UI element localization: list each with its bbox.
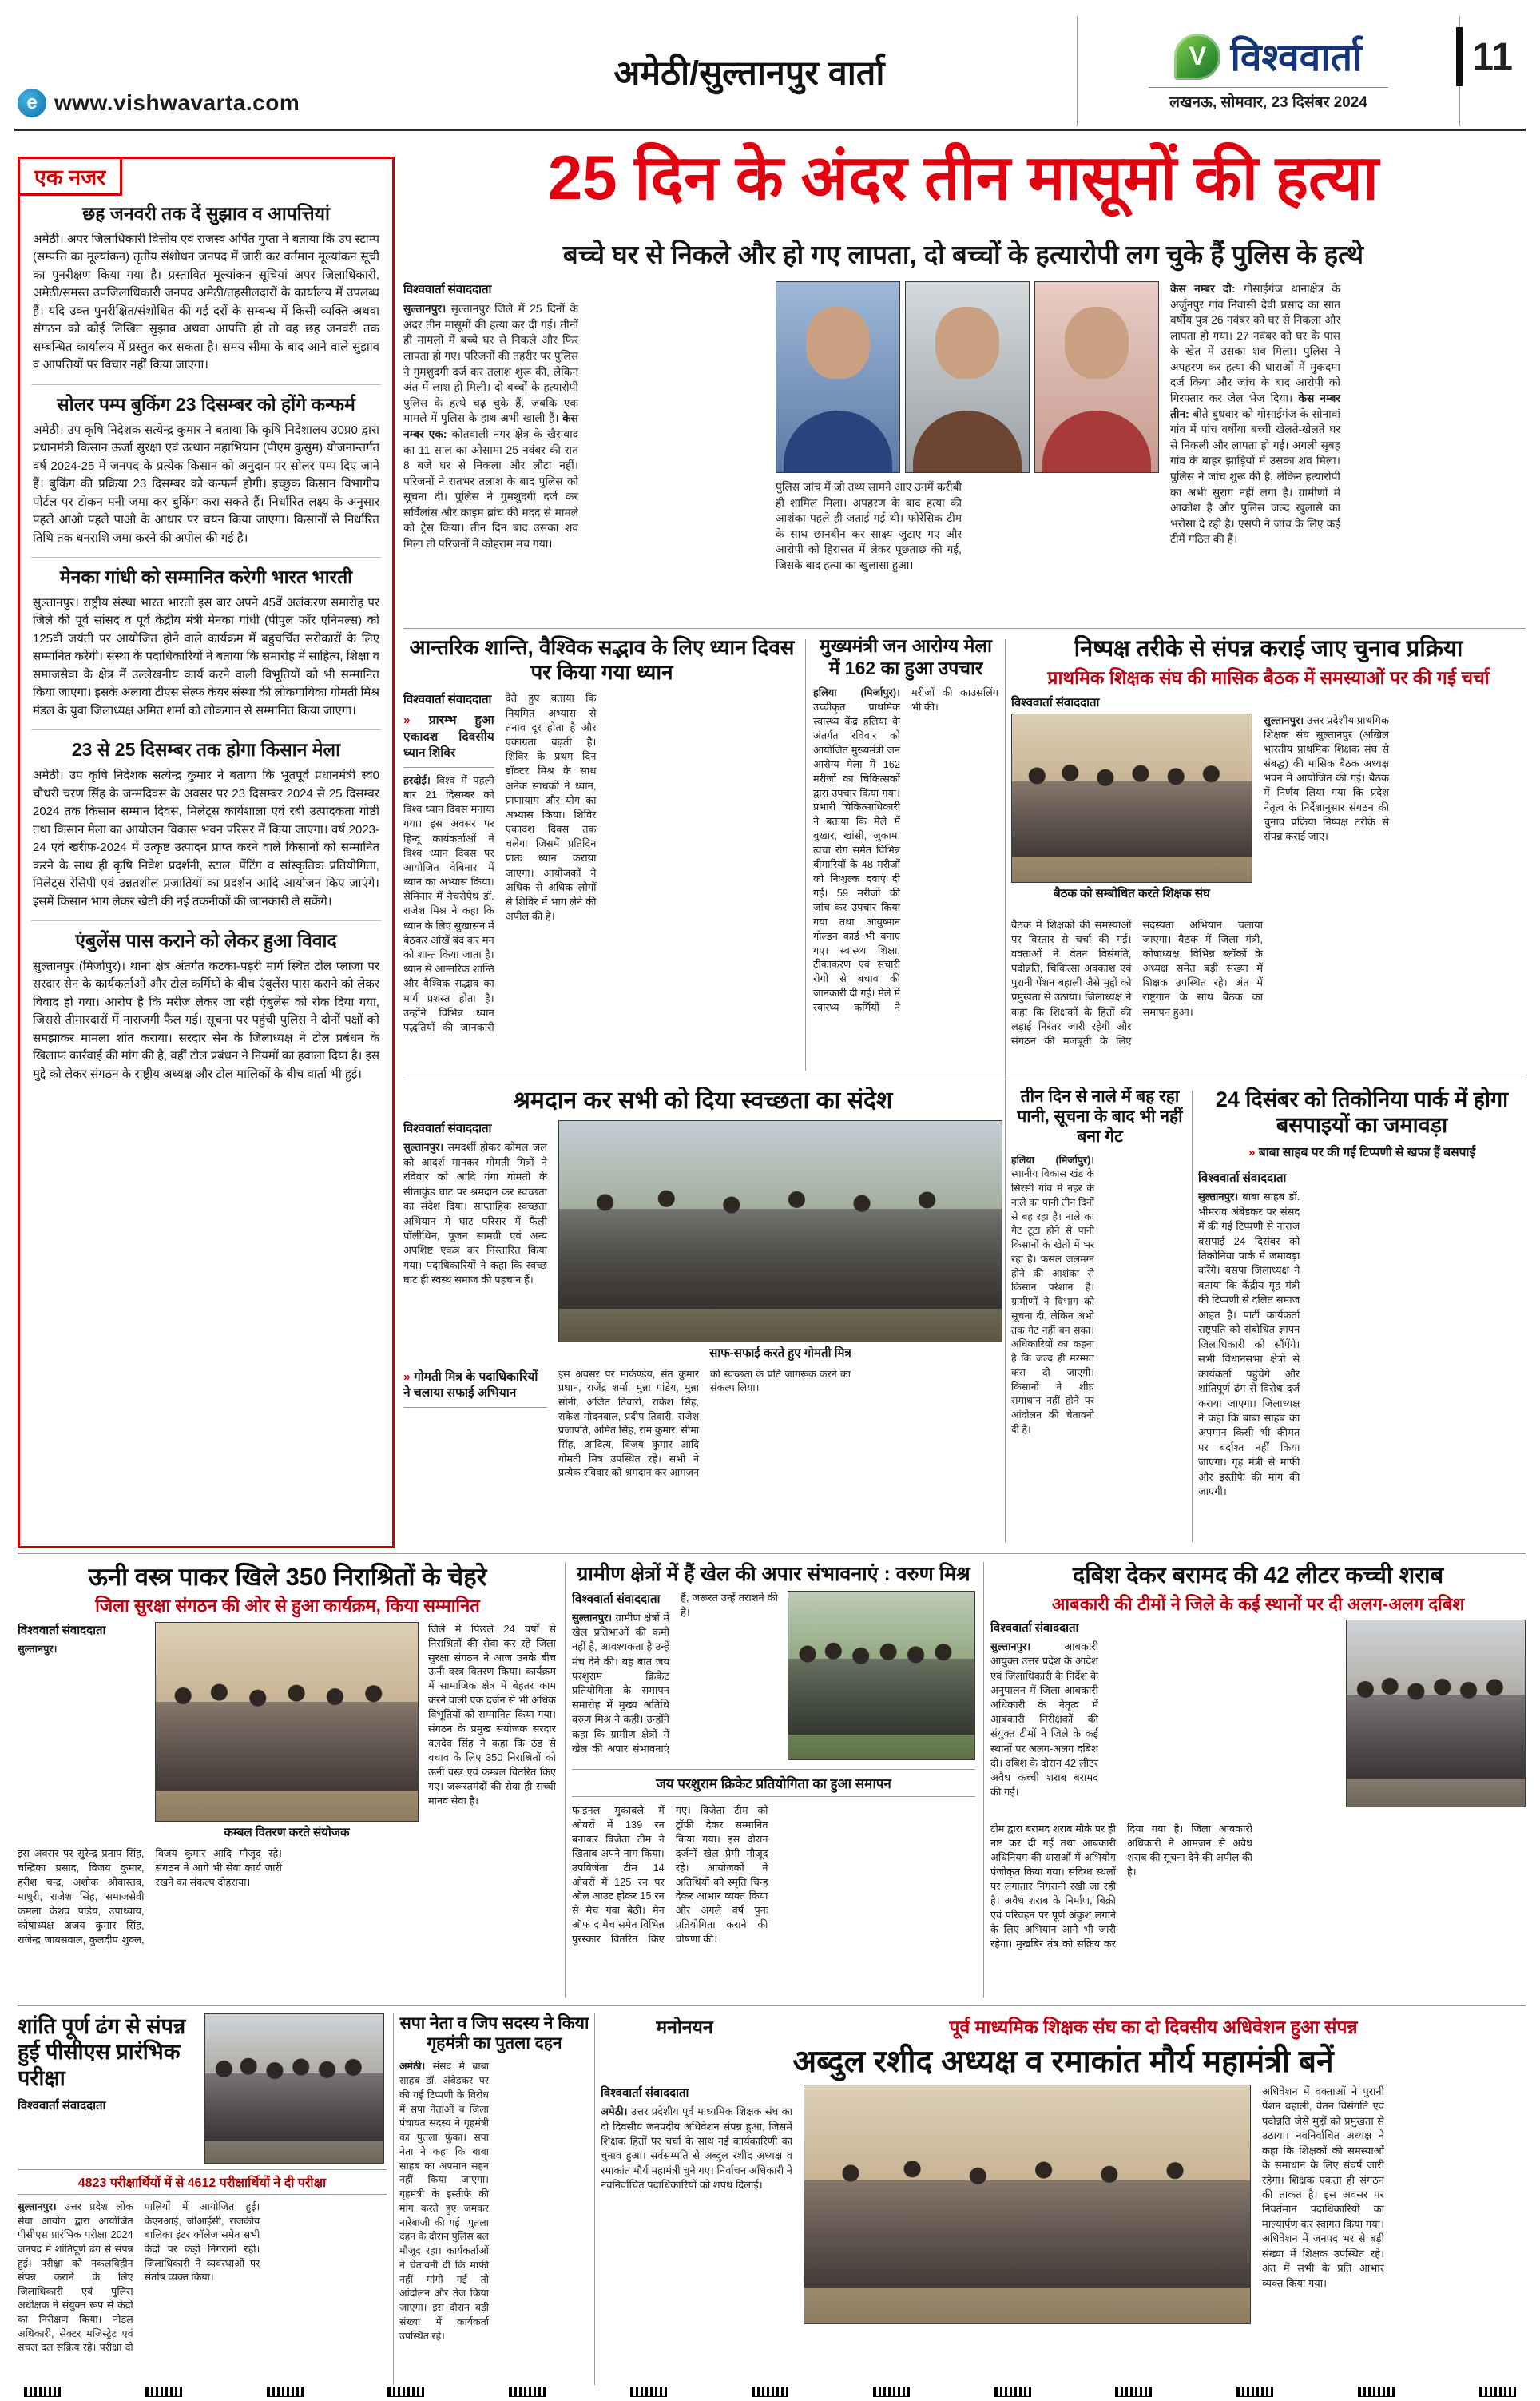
website-url: www.vishwavarta.com [54,90,300,115]
dateline: सुल्तानपुर। [18,2201,57,2212]
case2-text: गोसाईगंज थानाक्षेत्र के अर्जुनपुर गांव निवासी देवी प्रसाद का सात वर्षीय पुत्र 26 नवंबर को घर से निकला और लापता हो गया। 27 नवंबर को घर के पास के खेत में उसका शव मिला। पुलिस ने अपहरण कर हत्या की धाराओं में मुकदमा दर्ज किया और जांच के बाद आरोपी को गिरफ्तार कर जेल भेज दिया। [1170,283,1340,405]
dateline: अमेठी। [399,2061,426,2073]
article-headline: ऊनी वस्त्र पाकर खिले 350 निराश्रितों के चेहरे [88,1563,487,1591]
pull-quote: » गोमती मित्र के पदाधिकारियों ने चलाया सफाई अभियान [403,1368,547,1408]
page-section-title: अमेठी/सुल्तानपुर वार्ता [613,54,885,93]
photo-gomti-cleanup [558,1120,1002,1342]
article-body: सुल्तानपुर। राष्ट्रीय संस्था भारत भारती इस बार अपने 45वें अलंकरण समारोह पर जिले की पूर्व सांसद व पूर्व केंद्रीय मंत्री मेनका गांधी (पीपुल फॉर एनिमल्स) को 125वीं जयंती पर आयोजित होने वाले कार्यक्रम में बहुचर्चित सरोकारों के लिए सम्मानित करेगी। संस्था के पदाधिकारियों ने बताया कि समारोह में साहित्य, शिक्षा व समाजसेवा के क्षेत्र में उल्लेखनीय कार्य करने वाली विभूतियों को भी सम्मानित किया जाएगा। इसके अलावा टीएस सेल्फ केयर संस्था की लोकगायिका गोमती मिश्र मंडल के युवा जिलाध्यक्ष अमित शर्मा को लोकगान से सम्मानित किया जाएगा। [33,595,379,718]
article-body: ग्रामीण क्षेत्रों में खेल प्रतिभाओं की कमी नहीं है, आवश्यकता है उन्हें मंच देने की। यह बात जय परशुराम क्रिकेट प्रतियोगिता के समापन समारोह में मुख्य अतिथि वरुण मिश्र ने कही। उन्होंने कहा कि ग्रामीण क्षेत्रों में खेल की अपार संभावनाएं हैं, जरूरत उन्हें तराशने की है। [572,1592,778,1755]
participant-names: इस अवसर पर मार्कण्डेय, संत कुमार प्रधान, राजेंद्र शर्मा, मुन्ना पांडेय, मुन्ना सोनी, अजित तिवारी, राकेश सिंह, राकेश मोदनवाल, प्रदीप तिवारी, राजेश प्रजापति, अमित सिंह, राम कुमार, सीमा सिंह, आदित्य, विजय कुमार आदि गोमती मित्र उपस्थित रहे। सभी ने प्रत्येक रविवार को श्रमदान कर आमजन को स्वच्छता के प्रति जागरूक करने का संकल्प लिया। [558,1368,851,1479]
article-broken-drain-gate [1011,1087,1189,1544]
registration-mark [1479,2387,1516,2397]
dateline: सुल्तानपुर। [572,1612,613,1624]
sidebar-article [31,729,381,920]
photo-victim-3 [1034,281,1159,473]
registration-mark [387,2387,424,2397]
pull-quote: » प्रारम्भ हुआ एकादश दिवसीय ध्यान शिविर [403,711,494,767]
article-body: सुल्तानपुर (मिर्जापुर)। थाना क्षेत्र अंतर्गत कटका-पड़री मार्ग स्थित टोल प्लाजा पर सरदार सेन के कार्यकर्ताओं और टोल कर्मियों के बीच एंबुलेंस पास कराने को लेकर विवाद हो गया। आरोप है कि मरीज लेकर जा रही एंबुलेंस को रोक दिया गया, जिससे तीमारदारों में नाराजगी फैल गई। सूचना पर पहुंची पुलिस ने दोनों पक्षों को समझाकर मामला शांत कराया। सरदार सेन के जिलाध्यक्ष ने टोल प्रबंधन के खिलाफ कार्रवाई की मांग की है, वहीं टोल प्रबंधन ने नियमों का हवाला दिया है। इस मुद्दे को लेकर संगठन के राष्ट्रीय अध्यक्ष और टोल मालिकों के बीच वार्ता भी हुई। [33,959,379,1081]
article-headline: निष्पक्ष तरीके से संपन्न कराई जाए चुनाव प्रक्रिया [1074,636,1463,662]
article-blanket-distribution [18,1562,558,1998]
e-globe-icon: e [18,89,46,117]
byline: विश्ववार्ता संवाददाता [403,1122,492,1135]
photo-teachers-meeting [1011,714,1252,883]
dateline: हलिया (मिर्जापुर)। [813,686,900,699]
article-headline: आन्तरिक शान्ति, वैश्विक सद्भाव के लिए ध्यान दिवस पर किया गया ध्यान [409,635,795,685]
article-headline: शांति पूर्ण ढंग से संपन्न हुई पीसीएस प्रारंभिक परीक्षा [18,2014,186,2090]
photo-caption: साफ-सफाई करते हुए गोमती मित्र [709,1346,851,1360]
page-header [14,10,1526,131]
dateline: सुल्तानपुर। [403,303,447,316]
sidebar-article [31,920,381,1093]
registration-mark [1358,2387,1395,2397]
article-body: समदर्शी होकर कोमल जल को आदर्श मानकर गोमती मित्रों ने रविवार को आदि गंगा गोमती के सीताकुंड घाट पर श्रमदान कर स्वच्छता का संदेश दिया। साप्ताहिक स्वच्छता अभियान में घाट परिसर में फैली पॉलीथिन, पूजन सामग्री एवं अन्य अपशिष्ट एकत्र कर निस्तारित किया गया। पदाधिकारियों ने कहा कि स्वच्छ घाट ही स्वस्थ समाज की पहचान हैं। [403,1141,547,1286]
photo-excise-raid [1346,1620,1526,1807]
article-headline: छह जनवरी तक दें सुझाव व आपत्तियां [82,203,330,224]
article-headline: श्रमदान कर सभी को दिया स्वच्छता का संदेश [513,1087,893,1114]
article-teachers-union-meeting [1011,635,1526,1073]
column-rule [983,1562,984,1998]
case1-text: कोतवाली नगर क्षेत्र के खैराबाद का 11 साल का ओसामा 25 नवंबर की रात 8 बजे घर से निकला और लौटा नहीं। परिजनों ने रातभर तलाश के बाद पुलिस को सूचना दी। पुलिस ने गुमशुदगी दर्ज कर सर्विलांस और क्राइम ब्रांच की मदद से मामले को ट्रेस किया। तीन दिन बाद उसका शव मिला तो परिजनों में कोहराम मच गया। [403,427,578,550]
photo-blanket-distribution [155,1622,419,1822]
article-body: अमेठी। अपर जिलाधिकारी वित्तीय एवं राजस्व अर्पित गुप्ता ने बताया कि उप स्टाम्प (सम्पत्ति का मूल्यांकन) तृतीय संशोधन जनपद में जारी कर वर्तमान मूल्यांकन सूची का पुनरीक्षण किया गया है। प्रस्तावित मूल्यांकन सूचियां अपर जिलाधिकारी, अमेठी/समस्त उपजिलाधिकारी जनपद अमेठी/तहसीलदारों के कार्यालय में उपलब्ध हैं। यदि उक्त पुनरीक्षित/संशोधित की गई दरों के सम्बन्ध में किसी व्यक्ति अथवा संगठन को कोई लिखित सुझाव अथवा आपत्ति हो तो वह छह जनवरी तक सम्बन्धित कार्यालय में प्रस्तुत कर सकता है। समय सीमा के बाद आने वाले सुझाव व आपत्तियों पर विचार नहीं किया जाएगा। [33,232,379,372]
victim-photos [776,281,1159,473]
article-gomti-cleanup [403,1087,1002,1544]
article-body: बाबा साहब डॉ. भीमराव अंबेडकर पर संसद में की गई टिप्पणी से नाराज बसपाई 24 दिसंबर को तिकोनिया पार्क में जमावड़ा करेंगे। बसपा जिलाध्यक्ष ने बताया कि केंद्रीय गृह मंत्री की टिप्पणी से दलित समाज आहत है। पार्टी कार्यकर्ता राष्ट्रपति को संबोधित ज्ञापन जिलाधिकारी को सौंपेंगे। सभी विधानसभा क्षेत्रों से कार्यकर्ता पहुंचेंगे और शांतिपूर्ण ढंग से विरोध दर्ज कराया जाएगा। जिलाध्यक्ष ने कहा कि बाबा साहब का अपमान किसी भी कीमत पर बर्दाश्त नहीं किया जाएगा। गृह मंत्री से माफी और इस्तीफे की मांग की जाएगी। [1198,1191,1300,1498]
article-body-continued: फाइनल मुकाबले में ओवरों में 139 रन बनाकर विजेता टीम ने खिताब अपने नाम किया। उपविजेता टीम 14 ओवरों में 125 रन पर ऑल आउट होकर 15 रन से मैच गंवा बैठी। मैन ऑफ द मैच समेत विभिन्न पुरस्कार वितरित किए गए। विजेता टीम को ट्रॉफी देकर सम्मानित किया गया। इस दौरान दर्जनों खेल प्रेमी मौजूद रहे। आयोजकों ने अतिथियों को स्मृति चिन्ह देकर आभार व्यक्त किया और अगले वर्ष पुनः प्रतियोगिता कराने की घोषणा की। [572,1804,768,1946]
article-body: उच्चीकृत प्राथमिक स्वास्थ्य केंद्र हलिया के अंतर्गत रविवार को आयोजित मुख्यमंत्री जन आरोग्य मेला में 162 मरीजों का चिकित्सकों द्वारा उपचार किया गया। प्रभारी चिकित्साधिकारी ने बताया कि मेले में बुखार, खांसी, जुकाम, त्वचा रोग समेत विभिन्न बीमारियों के 48 मरीजों को निःशुल्क दवाएं दी गईं। 59 मरीजों की जांच कर उपचार किया गया तथा आयुष्मान गोल्डन कार्ड भी बनाए गए। स्वास्थ्य शिक्षा, टीकाकरण एवं संचारी रोगों से बचाव की जानकारी दी गई। मेले में स्वास्थ्य कर्मियों ने मरीजों की काउंसलिंग भी की। [813,686,998,1014]
dateline: सुल्तानपुर। [1264,714,1304,726]
dateline: हलिया (मिर्जापुर)। [1011,1154,1094,1166]
sidebar-ek-nazar [18,157,395,1548]
dateline: सुल्तानपुर। [1198,1191,1239,1203]
page-number-bar [1456,27,1463,86]
sidebar-article [31,194,381,384]
photo-felicitation [804,2085,1251,2324]
article-body: उत्तर प्रदेशीय प्राथमिक शिक्षक संघ सुल्तानपुर (अखिल भारतीय प्राथमिक शिक्षक संघ से संबद्ध) की मासिक बैठक अध्यक्ष भवन में आयोजित की गई। बैठक में निर्णय लिया गया कि प्रदेश नेतृत्व के निर्देशानुसार संगठन की चुनाव प्रक्रिया निष्पक्ष तरीके से संपन्न कराई जाए। [1264,714,1389,843]
case1-label: केस नम्बर एक: [403,412,578,440]
section-divider [18,2005,1526,2006]
article-headline: मेनका गांधी को सम्मानित करेगी भारत भारती [59,566,353,587]
section-divider [403,628,1526,629]
column-rule [594,2013,595,2385]
brand-block [1077,16,1460,126]
brand-dateline: लखनऊ, सोमवार, 23 दिसंबर 2024 [1149,87,1388,112]
article-effigy-burning [399,2013,589,2385]
article-body: उत्तर प्रदेश लोक सेवा आयोग द्वारा आयोजित पीसीएस प्रारंभिक परीक्षा 2024 जनपद में शांतिपूर्ण ढंग से संपन्न हुई। परीक्षा को नकलविहीन संपन्न कराने के लिए जिलाधिकारी एवं पुलिस अधीक्षक ने संयुक्त रूप से केंद्रों का निरीक्षण किया। नोडल अधिकारी, सेक्टर मजिस्ट्रेट एवं सचल दल सक्रिय रहे। परीक्षा दो पालियों में आयोजित हुई। केएनआई, जीआईसी, राजकीय बालिका इंटर कॉलेज समेत सभी केंद्रों पर कड़ी निगरानी रही। जिलाधिकारी ने व्यवस्थाओं पर संतोष व्यक्त किया। [18,2201,260,2354]
article-subhead: प्राथमिक शिक्षक संघ की मासिक बैठक में समस्याओं पर की गई चर्चा [1047,666,1490,688]
sidebar-article [31,384,381,557]
lead-headline: 25 दिन के अंदर तीन मासूमों की हत्या [547,142,1379,213]
article-headline: सोलर पम्प बुकिंग 23 दिसम्बर को होंगे कन्फर्म [57,393,355,415]
article-subhead: जिला सुरक्षा संगठन की ओर से हुआ कार्यक्रम, किया सम्मानित [95,1596,480,1616]
article-headline: सपा नेता व जिप सदस्य ने किया गृहमंत्री का पुतला दहन [399,2014,589,2053]
registration-mark [509,2387,546,2397]
page-number-block [1456,27,1513,86]
article-body: अमेठी। उप कृषि निदेशक सत्येन्द्र कुमार ने बताया कि भूतपूर्व प्रधानमंत्री स्व0 चौधरी चरण सिंह के जन्मदिवस के अवसर पर 23 दिसम्बर 2024 से 25 दिसम्बर 2024 तक किसान सम्मान दिवस, मिलेट्स कार्यशाला एवं रबी उत्पादकता गोष्ठी तथा किसान मेला का आयोजन विकास भवन परिसर में किया जाएगा। वर्ष 2023-24 एवं खरीफ-2024 में उत्कृष्ट उत्पादन प्राप्त करने वाले किसानों को सम्मानित करने के साथ ही कृषि निवेश प्रदर्शनी, स्टाल, पेंटिंग व सांस्कृतिक प्रतियोगिता, मिलेट्स रेसिपी एवं उन्नतशील प्रजातियों का प्रदर्शन आदि आयोजन किए जाएंगे। इसमें किसान भाग लेकर खेती की नई तकनीकों की जानकारी ले सकेंगे। [33,769,379,908]
case3-label: केस नम्बर तीन: [1170,392,1340,420]
article-headline: अब्दुल रशीद अध्यक्ष व रमाकांत मौर्य महामंत्री बनें [792,2045,1334,2079]
article-headline: ग्रामीण क्षेत्रों में हैं खेल की अपार संभावनाएं : वरुण मिश्र [577,1563,970,1585]
article-teachers-convention [601,2013,1526,2385]
case3-text: बीते बुधवार को गोसाईगंज के सोनावां गांव में पांच वर्षीया बच्ची खेलते-खेलते घर से निकली और लापता हो गई। अगली सुबह गांव के बाहर झाड़ियों में उसका शव मिला। पुलिस ने जांच शुरू की है, लेकिन हत्यारोपी का अभी सुराग नहीं लगा है। ग्रामीणों में आक्रोश है और पुलिस जल्द खुलासे का भरोसा दे रही है। एसपी ने जांच के लिए कई टीमें गठित की हैं। [1170,407,1340,546]
article-body: संसद में बाबा साहब डॉ. अंबेडकर पर की गई टिप्पणी के विरोध में सपा नेताओं व जिला पंचायत सदस्य ने गृहमंत्री का पुतला फूंका। सपा नेता ने कहा कि बाबा साहब का अपमान सहन नहीं किया जाएगा। गृहमंत्री के इस्तीफे की मांग करते हुए जमकर नारेबाजी की गई। पुतला दहन के दौरान पुलिस बल मौजूद रहा। कार्यकर्ताओं ने चेतावनी दी कि माफी नहीं मांगी गई तो आंदोलन और तेज किया जाएगा। इस दौरान बड़ी संख्या में कार्यकर्ता उपस्थित रहे। [399,2061,489,2342]
article-headline: 23 से 25 दिसम्बर तक होगा किसान मेला [71,739,341,761]
byline: विश्ववार्ता संवाददाता [18,2099,106,2113]
dateline: हरदोई। [403,773,431,786]
photo-victim-2 [905,281,1030,473]
registration-mark [1236,2387,1273,2397]
section-divider [18,1553,1526,1554]
dateline: अमेठी। [601,2105,628,2118]
article-bsp-gathering [1198,1087,1526,1544]
registration-marks-row [24,2387,1516,2397]
article-body-continued: टीम द्वारा बरामद शराब मौके पर ही नष्ट कर दी गई तथा आबकारी अधिनियम की धाराओं में अभियोग पंजीकृत किया गया। संदिग्ध स्थलों पर लगातार निगरानी रखी जा रही है। अवैध शराब के निर्माण, बिक्री एवं परिवहन पर पूर्ण अंकुश लगाने के लिए अभियान आगे भी जारी रहेगा। मुखबिर तंत्र को सक्रिय कर दिया गया है। जिला आबकारी अधिकारी ने आमजन से अवैध शराब की सूचना देने की अपील की है। [990,1823,1252,1950]
dateline: सुल्तानपुर। [18,1642,58,1655]
article-body: आबकारी आयुक्त उत्तर प्रदेश के आदेश एवं जिलाधिकारी के निर्देश के अनुपालन में जिला आबकारी अधिकारी के नेतृत्व में आबकारी निरीक्षकों की संयुक्त टीमों ने जिले के कई स्थानों पर अलग-अलग दबिश दी। दबिश के दौरान 42 लीटर अवैध कच्ची शराब बरामद की गई। [990,1640,1098,1799]
photo-caption: कम्बल वितरण करते संयोजक [224,1825,350,1839]
page-number: 11 [1472,35,1513,78]
brand-name: विश्ववार्ता [1230,37,1363,79]
article-arogya-mela [813,635,998,1073]
column-rule [1005,639,1006,1542]
byline: विश्ववार्ता संवाददाता [403,693,492,707]
byline: विश्ववार्ता संवाददाता [572,1592,661,1606]
registration-mark [873,2387,910,2397]
leaf-v-logo-icon: V [1174,34,1220,80]
byline: विश्ववार्ता संवाददाता [601,2085,689,2100]
participant-names: इस अवसर पर सुरेन्द्र प्रताप सिंह, चन्द्रिका प्रसाद, विजय कुमार, हरीश चन्द्र, अशोक श्रीवास्तव, माधुरी, राजेश सिंह, समाजसेवी कमला केशव पांडेय, उपाध्याय, कोषाध्यक्ष अजय कुमार सिंह, राजेन्द्र जायसवाल, कुलदीप शुक्ल, विजय कुमार आदि मौजूद रहे। संगठन ने आगे भी सेवा कार्य जारी रखने का संकल्प दोहराया। [18,1847,282,1946]
article-body: विश्व में पहली बार 21 दिसम्बर को विश्व ध्यान दिवस मनाया गया। इस अवसर पर हिन्दू कार्यकर्ताओं ने विश्व ध्यान दिवस पर आयोजित वेबिनार में ध्यान का अभ्यास किया। सेमिनार में नेचरोपैथ डॉ. राजेश मिश्र ने कहा कि ध्यान के लिए सुखासन में बैठकर आंखें बंद कर मन को शान्त किया जाता है। ध्यान से आन्तरिक शान्ति और वैश्विक सद्भाव का मार्ग प्रशस्त होता है। उन्होंने विभिन्न ध्यान पद्धतियों की जानकारी देते हुए बताया कि नियमित अभ्यास से तनाव दूर होता है और एकाग्रता बढ़ती है। शिविर के प्रथम दिन डॉक्टर मिश्र के साथ अनेक साधकों ने ध्यान, प्राणायाम और योग का अभ्यास किया। शिविर एकादश दिवस तक चलेगा जिसमें प्रतिदिन प्रातः ध्यान कराया जाएगा। आयोजकों ने अधिक से अधिक लोगों से शिविर में भाग लेने की अपील की है। [403,692,597,1033]
photo-exam-inspection [204,2013,384,2164]
pull-quote: » बाबा साहब पर की गई टिप्पणी से खफा हैं बसपाई [1198,1143,1526,1167]
registration-mark [267,2387,304,2397]
dateline: सुल्तानपुर। [403,1141,444,1154]
column-rule [393,2013,394,2385]
registration-mark [145,2387,182,2397]
dateline: सुल्तानपुर। [990,1640,1031,1653]
article-excise-raid [990,1562,1526,1998]
article-headline: 24 दिसंबर को तिकोनिया पार्क में होगा बसपाइयों का जमावड़ा [1215,1087,1509,1138]
article-rural-sports [572,1562,975,1998]
article-body: जिले में पिछले 24 वर्षों से निराश्रितों की सेवा कर रहे जिला सुरक्षा संगठन ने आज उनके बीच ऊनी वस्त्र वितरण किया। कार्यक्रम में सामाजिक क्षेत्र में बेहतर काम करने वाली एक दर्जन से भी अधिक विभूतियों को सम्मानित किया गया। संगठन के प्रमुख संयोजक सरदार बलदेव सिंह ने कहा कि ठंड से बचाव के लिए 350 निराश्रितों को ऊनी वस्त्र एवं कम्बल वितरित किए गए। जरूरतमंदों की सेवा ही सच्ची मानव सेवा है। [428,1622,556,1807]
sidebar-article [31,557,381,729]
byline: विश्ववार्ता संवाददाता [403,283,492,296]
registration-mark [752,2387,788,2397]
article-headline: तीन दिन से नाले में बह रहा पानी, सूचना के बाद भी नहीं बना गेट [1017,1087,1183,1147]
column-rule [805,639,806,1071]
article-subhead: आबकारी की टीमों ने जिले के कई स्थानों पर दी अलग-अलग दबिश [1051,1593,1465,1614]
case2-label: केस नम्बर दो: [1170,283,1236,295]
lead-intro: सुल्तानपुर जिले में 25 दिनों के अंदर तीन मासूमों की हत्या कर दी गई। तीनों ही मामलों में बच्चे घर से निकले और फिर लापता हो गए। परिजनों की तहरीर पर पुलिस ने गुमशुदगी दर्ज कर तलाश शुरू की, लेकिन अंत में लाश ही मिली। दो बच्चों के हत्यारोपी पुलिस के हत्थे चढ़ चुके हैं, जबकि एक मामले में पुलिस के हाथ अभी खाली हैं। [403,303,578,425]
inline-subhead: जय परशुराम क्रिकेट प्रतियोगिता का हुआ समापन [572,1769,975,1797]
sidebar-tab: एक नजर [18,157,122,196]
article-body-continued: बैठक में शिक्षकों की समस्याओं पर विस्तार से चर्चा की गई। वक्ताओं ने वेतन विसंगति, पदोन्नति, चिकित्सा अवकाश एवं पुरानी पेंशन बहाली जैसे मुद्दों को प्रमुखता से उठाया। जिलाध्यक्ष ने कहा कि शिक्षकों के हितों की लड़ाई निरंतर जारी रहेगी और संगठन की मजबूती के लिए सदस्यता अभियान चलाया जाएगा। बैठक में जिला मंत्री, कोषाध्यक्ष, विभिन्न ब्लॉकों के अध्यक्ष समेत बड़ी संख्या में शिक्षक उपस्थित रहे। अंत में राष्ट्रगान के साथ बैठक का समापन हुआ। [1011,918,1263,1047]
lead-story-body [403,281,1523,623]
byline: विश्ववार्ता संवाददाता [18,1623,106,1637]
article-headline: मुख्यमंत्री जन आरोग्य मेला में 162 का हुआ उपचार [820,635,992,678]
article-body: स्थानीय विकास खंड के सिरसी गांव में नहर के नाले का पानी तीन दिनों से बह रहा है। नाले का गेट टूटा होने से पानी किसानों के खेतों में भर रहा है। फसल जलमग्न होने की आशंका से किसान परेशान हैं। ग्रामीणों ने विभाग को सूचना दी, लेकिन अभी तक गेट नहीं बन सका। अधिकारियों का कहना है कि जल्द ही मरम्मत करा दी जाएगी। किसानों ने शीघ्र समाधान नहीं होने पर आंदोलन की चेतावनी दी है। [1011,1168,1094,1435]
column-rule [1192,1091,1193,1542]
photo-caption: 4823 परीक्षार्थियों में से 4612 परीक्षार्थियों ने दी परीक्षा [18,2169,387,2195]
article-body-continued: अधिवेशन में वक्ताओं ने पुरानी पेंशन बहाली, वेतन विसंगति एवं पदोन्नति जैसे मुद्दों को प्रमुखता से उठाया। नवनिर्वाचित अध्यक्ष ने कहा कि शिक्षकों की समस्याओं के समाधान के लिए संघर्ष जारी रहेगा। शिक्षक एकता ही संगठन की ताकत है। इस अवसर पर निवर्तमान पदाधिकारियों का माल्यार्पण कर स्वागत किया गया। अधिवेशन में जनपद भर से बड़ी संख्या में शिक्षक उपस्थित रहे। अंत में सभी के प्रति आभार व्यक्त किया गया। [1262,2085,1384,2289]
registration-mark [994,2387,1031,2397]
article-body: अमेठी। उप कृषि निदेशक सत्येन्द्र कुमार ने बताया कि कृषि निदेशालय उ0प्र0 द्वारा प्रधानमंत्री किसान ऊर्जा सुरक्षा एवं उत्थान महाभियान (पीएम कुसुम) योजनान्तर्गत वर्ष 2024-25 में जनपद के प्रत्येक किसान को अनुदान पर सोलर पम्प दिए जाने हैं। बुकिंग की प्रक्रिया 23 दिसम्बर को कन्फर्म होगी। इच्छुक किसान विभागीय पोर्टल पर टोकन मनी जमा कर बुकिंग करा सकते हैं। निर्धारित लक्ष्य के अनुसार पहले आओ पहले पाओ के आधार पर चयन किया जाएगा। किसानों से निर्धारित तिथि तक धनराशि जमा करने की अपील की गई है। [33,423,379,545]
box-heading-manonayan: मनोनयन [656,2017,713,2037]
article-body: उत्तर प्रदेशीय पूर्व माध्यमिक शिक्षक संघ का दो दिवसीय जनपदीय अधिवेशन संपन्न हुआ, जिसमें शिक्षक हितों पर चर्चा के साथ नई कार्यकारिणी का चुनाव हुआ। सर्वसम्मति से अब्दुल रशीद अध्यक्ष व रमाकांत मौर्य महामंत्री चुने गए। निर्वाचन अधिकारी ने नवनिर्वाचित पदाधिकारियों को शपथ दिलाई। [601,2105,792,2192]
byline: विश्ववार्ता संवाददाता [990,1621,1079,1636]
lead-mid-text: पुलिस जांच में जो तथ्य सामने आए उनमें करीबी ही शामिल मिला। अपहरण के बाद हत्या की आशंका पहले ही जताई गई थी। फोरेंसिक टीम के साथ छानबीन कर साक्ष्य जुटाए गए और आरोपी को हिरासत में लेकर पूछताछ की गई, जिसके बाद हत्या का खुलासा हुआ। [776,481,962,571]
article-kicker: पूर्व माध्यमिक शिक्षक संघ का दो दिवसीय अधिवेशन हुआ संपन्न [949,2017,1358,2037]
article-headline: दबिश देकर बरामद की 42 लीटर कच्ची शराब [1072,1563,1444,1588]
column-rule [565,1562,566,1998]
article-pcs-exam [18,2013,387,2385]
article-headline: एंबुलेंस पास कराने को लेकर हुआ विवाद [75,930,337,951]
byline: विश्ववार्ता संवाददाता [1011,695,1100,710]
registration-mark [630,2387,667,2397]
byline: विश्ववार्ता संवाददाता [1198,1171,1287,1185]
photo-cricket-prize [788,1591,975,1760]
site-block [18,89,300,117]
photo-caption: बैठक को सम्बोधित करते शिक्षक संघ [1054,886,1210,900]
article-meditation-day [403,635,800,1073]
registration-mark [24,2387,61,2397]
registration-mark [1115,2387,1152,2397]
lead-subheadline: बच्चे घर से निकले और हो गए लापता, दो बच्चों के हत्यारोपी लग चुके हैं पुलिस के हत्थे [562,240,1364,269]
photo-victim-1 [776,281,900,473]
